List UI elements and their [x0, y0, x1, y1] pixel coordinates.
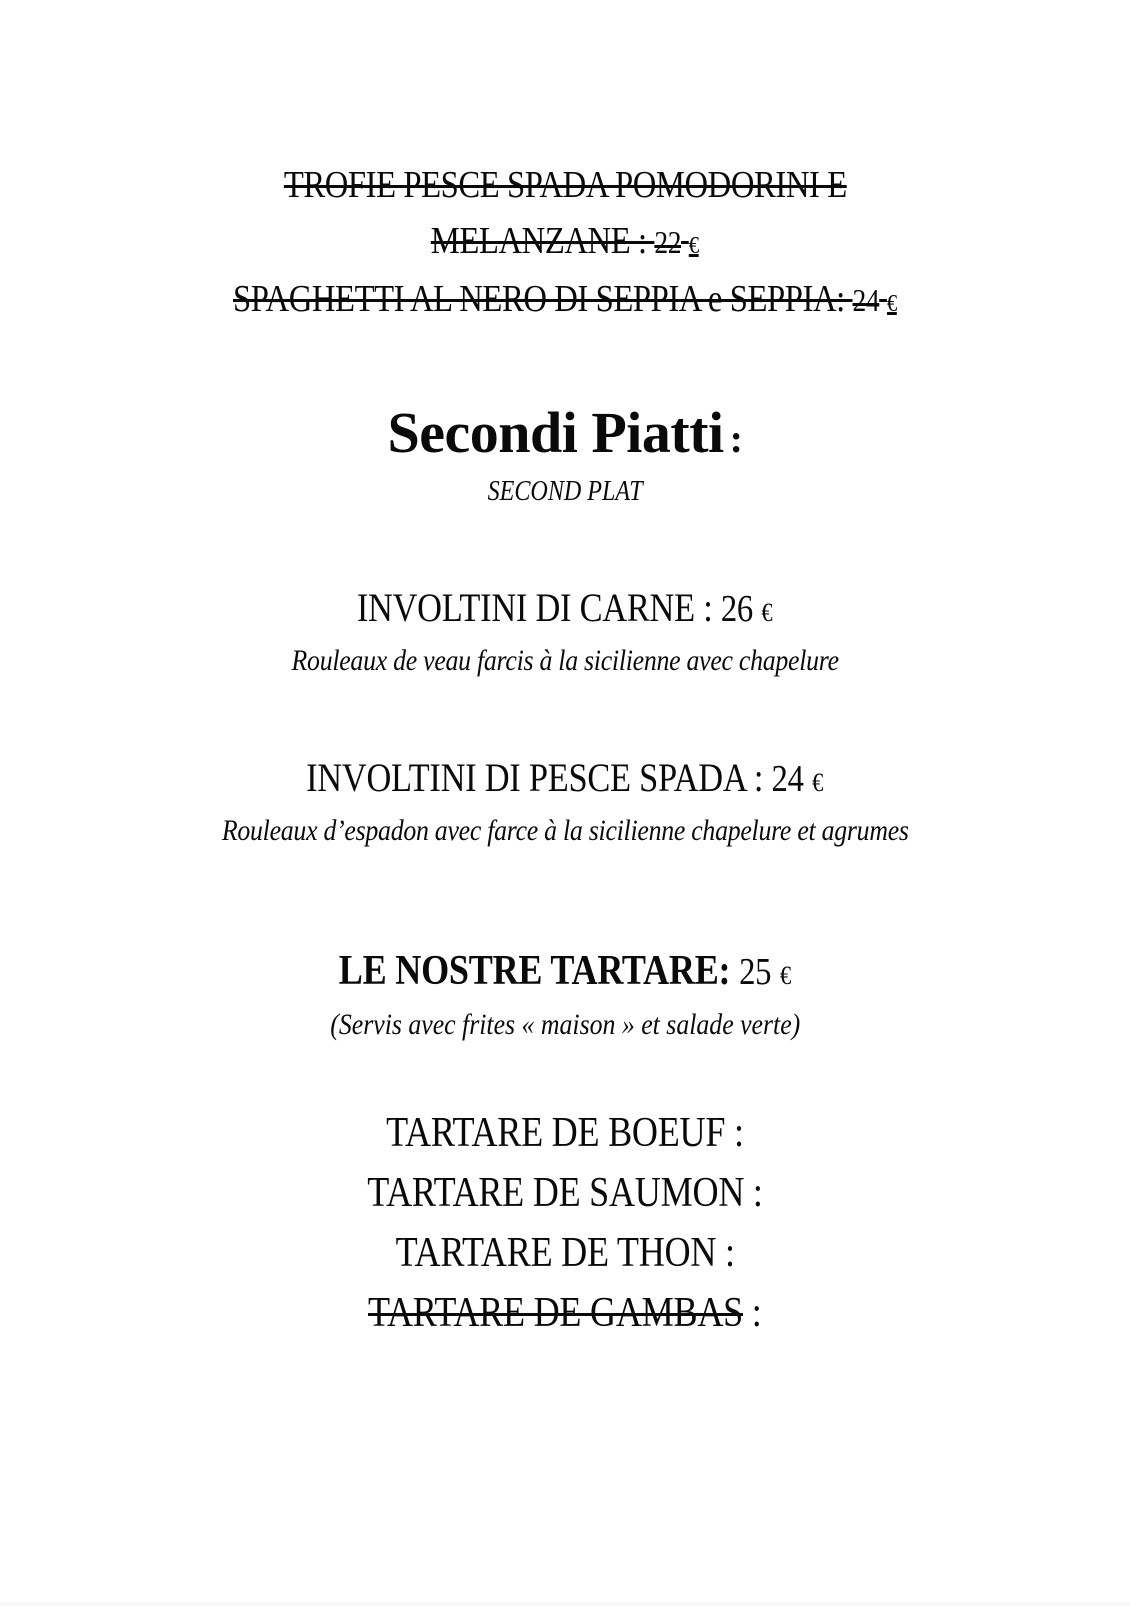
section-title — [388, 400, 743, 465]
tartare-variant-colon: : — [743, 1290, 762, 1336]
tartare-note: (Servis avec frites « maison » et salade verte) — [329, 1008, 801, 1041]
menu-item-description-row — [0, 816, 1130, 846]
section-header — [0, 400, 1130, 465]
tartare-variant-label-struck — [368, 1292, 762, 1334]
tartare-note-row — [0, 1010, 1130, 1040]
struck-item-spaghetti-name: SPAGHETTI AL NERO DI SEPPIA e SEPPIA: — [233, 278, 853, 320]
section-title-text: Secondi Piatti — [387, 400, 724, 465]
tartare-title — [339, 950, 791, 992]
menu-item-price: 24 — [772, 758, 805, 800]
tartare-variant-struck-text: TARTARE DE GAMBAS — [368, 1290, 744, 1336]
euro-icon: € — [780, 961, 792, 990]
euro-icon: € — [761, 598, 773, 627]
struck-item-trofie-line2 — [0, 222, 1130, 260]
menu-item-title — [357, 585, 773, 630]
struck-item-spaghetti-price: 24 — [852, 282, 880, 318]
menu-item-involtini-pesce-spada — [0, 755, 1130, 800]
menu-item-involtini-carne — [0, 585, 1130, 630]
tartare-variant-label: TARTARE DE THON : — [395, 1230, 735, 1276]
struck-item-trofie-name: TROFIE PESCE SPADA POMODORINI E — [283, 164, 847, 206]
menu-item-price: 26 — [721, 588, 754, 630]
tartare-variant-boeuf — [0, 1112, 1130, 1154]
euro-icon: € — [887, 291, 897, 317]
tartare-variant-saumon — [0, 1172, 1130, 1214]
tartare-price: 25 — [739, 951, 772, 993]
struck-item-spaghetti-line — [233, 280, 897, 318]
section-subtitle-row — [0, 478, 1130, 506]
struck-item-trofie-price-line — [431, 222, 699, 260]
menu-item-name: INVOLTINI DI CARNE : — [357, 585, 722, 630]
tartare-variant-label: TARTARE DE SAUMON : — [367, 1170, 763, 1216]
menu-item-title — [306, 755, 824, 800]
menu-item-description: Rouleaux de veau farcis à la sicilienne avec chapelure — [291, 644, 839, 677]
struck-item-trofie-line1 — [0, 166, 1130, 204]
tartare-title-text: LE NOSTRE TARTARE: — [338, 948, 740, 994]
struck-item-trofie-price: 22 — [654, 224, 682, 260]
section-subtitle: SECOND PLAT — [487, 476, 643, 507]
struck-item-spaghetti — [0, 280, 1130, 318]
struck-item-trofie-name-cont: MELANZANE : — [431, 220, 655, 262]
section-title-colon: : — [729, 416, 743, 461]
page-bottom-edge — [0, 1602, 1130, 1606]
menu-item-name: INVOLTINI DI PESCE SPADA : — [306, 755, 773, 800]
tartare-variant-thon — [0, 1232, 1130, 1274]
menu-item-description-row — [0, 646, 1130, 676]
euro-icon: € — [689, 233, 699, 259]
euro-icon: € — [812, 768, 824, 797]
tartare-variant-label: TARTARE DE BOEUF : — [386, 1110, 744, 1156]
menu-item-description: Rouleaux d’espadon avec farce à la sicilienne chapelure et agrumes — [221, 814, 909, 847]
tartare-variant-gambas — [0, 1292, 1130, 1334]
tartare-header — [0, 950, 1130, 992]
